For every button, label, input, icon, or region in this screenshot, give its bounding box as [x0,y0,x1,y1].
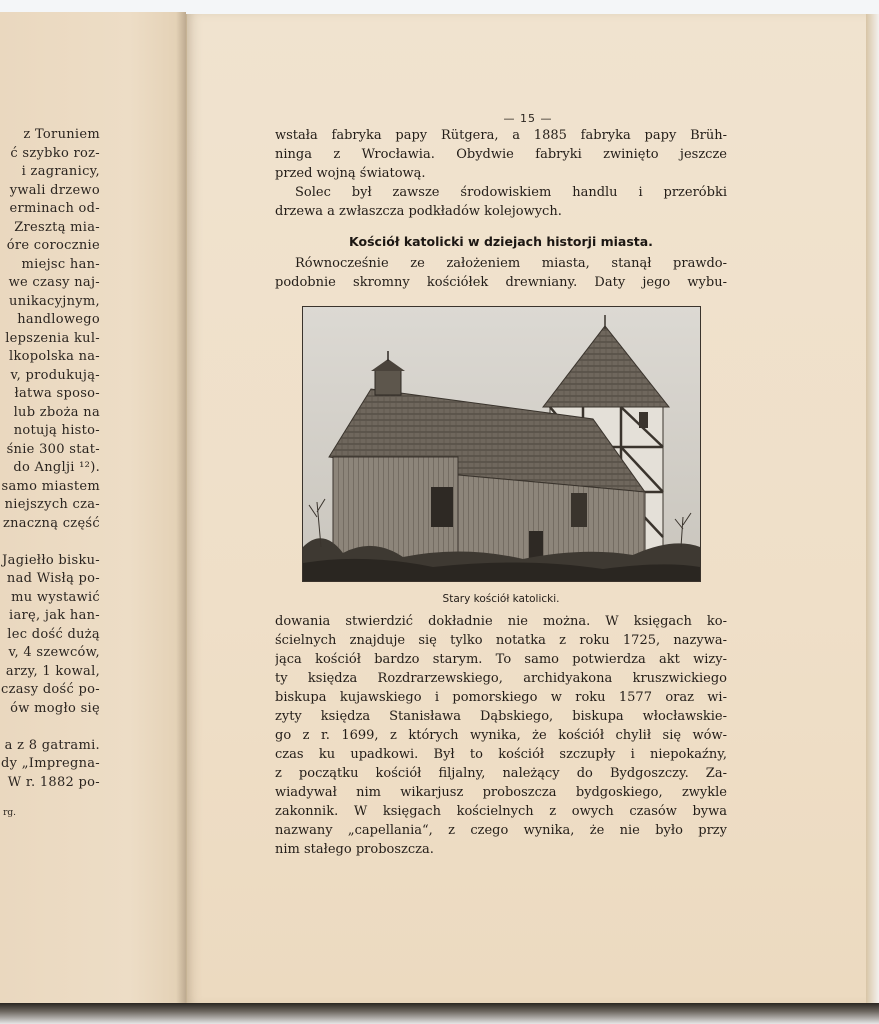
left-page-text-line: handlowego [17,312,100,327]
text-line: biskupa kujawskiego i pomorskiego w roku 1577 oraz wi- [275,690,727,705]
left-page-text-line: arzy, 1 kowal, [5,663,100,679]
left-page-text-line: niejszych cza- [4,497,100,512]
left-page-text-line: ć szybko roz- [10,145,100,161]
left-page-text-line: a z 8 gatrami. [4,737,100,753]
left-page-text-line: v, produkują- [10,367,100,383]
text-line: Solec był zawsze środowiskiem handlu i przeróbki [295,185,727,200]
left-page-text-line: znaczną część [2,515,100,531]
left-page-text-line: lepszenia kul- [5,330,100,346]
page-number: — 15 — [503,112,553,125]
bottom-shadow [0,1003,879,1024]
left-page-text-line: dy „Impregna- [1,756,100,771]
text-line: go z r. 1699, z których wynika, że kościół chylił się wów- [275,728,727,743]
left-page-text-line: lkopolska na- [8,349,100,364]
left-page-text-line: Jagiełło bisku- [2,552,100,568]
paragraph-bottom [275,612,727,859]
text-line: nim stałego proboszcza. [275,842,434,857]
text-line: ninga z Wrocławia. Obydwie fabryki zwinięto jeszcze [275,147,727,162]
text-line: Równocześnie ze założeniem miasta, stanął prawdo- [295,256,727,271]
left-page-footnote: rg. [3,808,16,818]
text-line: dowania stwierdzić dokładnie nie można. W księgach ko- [275,614,727,629]
left-page-text-line: v, 4 szewców, [8,645,100,660]
left-page-text-line: we czasy naj- [8,275,100,290]
left-page-text-line: óre corocznie [6,238,100,253]
church-illustration [303,307,700,581]
text-line: podobnie skromny kościółek drewniany. Daty jego wybu- [275,275,727,290]
left-page-text-line: czasy dość po- [0,682,100,697]
text-line: ty księdza Rozdrarzewskiego, archidyakona kruszwickiego [275,671,727,686]
left-page-text-line: nad Wisłą po- [6,571,100,586]
text-line: jąca kościół bardzo starym. To samo potwierdza akt wizy- [275,652,727,667]
text-line: wiadywał nim wikarjusz proboszcza bydgoskiego, zwykle [275,785,727,800]
church-photo [302,306,701,582]
left-page-text-line: z Toruniem [23,127,100,142]
text-line: nazwany „capellania“, z czego wynika, że nie było przy [275,823,727,838]
paragraph-top [275,126,727,221]
left-page [0,12,186,1007]
page-edge [866,14,879,1004]
figure-caption: Stary kościół katolicki. [442,593,560,605]
left-page-text-line: i zagranicy, [21,164,100,179]
book-gutter-shadow [176,12,186,1004]
text-line: zakonnik. W księgach kościelnych z owych czasów bywa [275,804,727,819]
text-line: zyty księdza Stanisława Dąbskiego, biskupa włocławskie- [275,709,727,724]
left-page-text-line: unikacyjnym, [9,293,100,309]
text-line: wstała fabryka papy Rütgera, a 1885 fabryka papy Brüh- [275,128,727,143]
text-line: przed wojną światową. [275,166,426,181]
left-page-text-line: śnie 300 stat- [6,441,100,457]
text-line: z początku kościół filjalny, należący do Bydgoszczy. Za- [275,766,727,781]
section-intro [275,254,727,292]
left-page-text-line: Zresztą mia- [14,219,100,235]
left-page-text-line: miejsc han- [21,256,100,272]
left-page-text-line: erminach od- [9,201,100,216]
right-page [186,14,869,1007]
text-line: drzewa a zwłaszcza podkładów kolejowych. [275,204,562,219]
left-page-text-line: W r. 1882 po- [7,774,100,790]
section-heading: Kościół katolicki w dziejach historji miasta. [349,234,653,249]
text-line: czas ku upadkowi. Był to kościół szczupły i niepokaźny, [275,747,727,762]
left-page-text-line: łatwa sposo- [14,386,100,401]
left-page-text-line: do Anglji ¹²). [13,460,100,475]
left-page-text-line: ywali drzewo [9,182,100,198]
left-page-text-line: mu wystawić [11,589,100,605]
left-page-text-line: lub zboża na [13,404,100,420]
left-page-text-line: samo miastem [1,478,100,494]
left-page-text-line: iarę, jak han- [9,608,100,623]
left-page-text-line: ów mogło się [10,700,100,716]
left-page-text-line: notują histo- [13,423,100,438]
left-page-text-line: lec dość dużą [7,626,100,642]
text-line: ścielnych znajduje się tylko notatka z roku 1725, nazywa- [275,633,727,648]
